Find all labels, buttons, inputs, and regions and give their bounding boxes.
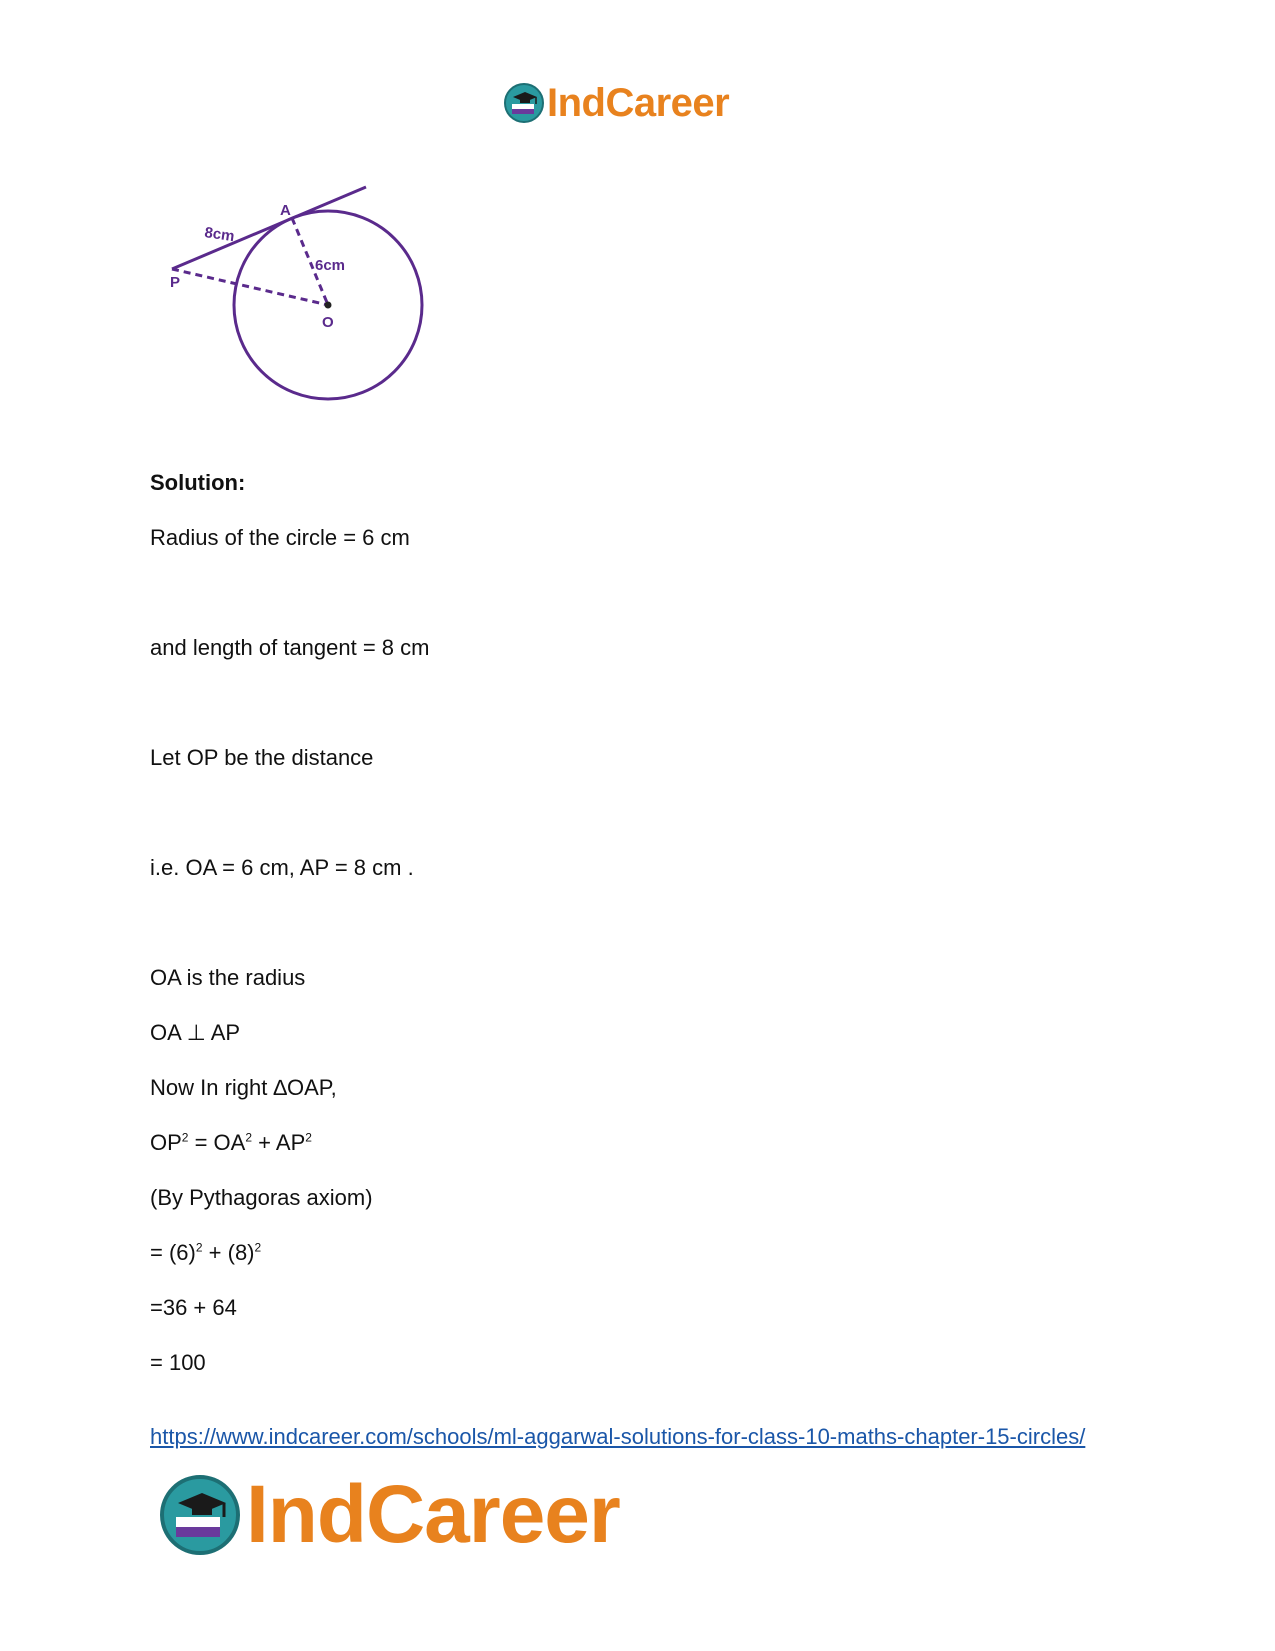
label-o: O bbox=[322, 314, 334, 331]
graduation-book-icon bbox=[158, 1473, 242, 1557]
line-op bbox=[172, 269, 328, 305]
text-sum: =36 + 64 bbox=[150, 1295, 237, 1320]
label-8cm: 8cm bbox=[203, 224, 236, 246]
text-oa-radius: OA is the radius bbox=[150, 965, 306, 990]
equation-pythagoras: $OP^2 = OA^2 + AP^2$ bbox=[150, 1130, 312, 1155]
label-p: P bbox=[170, 274, 181, 291]
text-perpendicular: OA ⊥ AP bbox=[150, 1020, 241, 1045]
brand-name: IndCareer bbox=[547, 80, 730, 125]
label-6cm: 6cm bbox=[315, 257, 346, 274]
center-dot bbox=[325, 302, 332, 309]
text-ie: i.e. OA = 6 cm, AP = 8 cm . bbox=[150, 855, 414, 880]
text-tangent-length: and length of tangent = 8 cm bbox=[150, 635, 430, 660]
header-logo bbox=[503, 80, 729, 126]
text-right-triangle: Now In right ∆OAP, bbox=[150, 1075, 337, 1100]
label-a: A bbox=[280, 202, 291, 219]
footer-logo bbox=[158, 1470, 620, 1560]
tangent-circle-figure bbox=[170, 185, 440, 420]
solution-heading: Solution: bbox=[150, 470, 246, 495]
text-pythagoras-axiom: (By Pythagoras axiom) bbox=[150, 1185, 373, 1210]
text-result: = 100 bbox=[150, 1350, 206, 1375]
source-link[interactable]: https://www.indcareer.com/schools/ml-aggarwal-solutions-for-class-10-maths-chapter-15-circles/ bbox=[150, 1424, 1086, 1449]
equation-substitution: = $(6)^2 + (8)^2$ bbox=[150, 1240, 262, 1265]
text-radius: Radius of the circle = 6 cm bbox=[150, 525, 410, 550]
graduation-book-icon bbox=[503, 82, 545, 124]
brand-name: IndCareer bbox=[246, 1469, 620, 1560]
text-let-op: Let OP be the distance bbox=[150, 745, 374, 770]
